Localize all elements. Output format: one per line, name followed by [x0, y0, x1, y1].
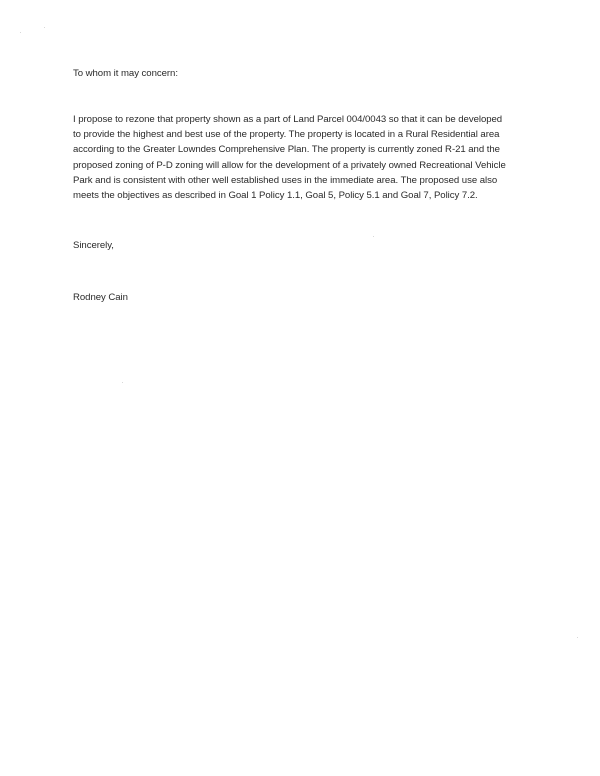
body-line: to provide the highest and best use of the property. The property is located in a Rural Residential area — [73, 129, 500, 141]
body-line: I propose to rezone that property shown as a part of Land Parcel 004/0043 so that it can be developed — [73, 114, 503, 125]
body-line: according to the Greater Lowndes Comprehensive Plan. The property is currently zoned R-21 and the — [73, 144, 500, 156]
scan-speck — [44, 27, 45, 28]
salutation: To whom it may concern: — [73, 68, 178, 79]
closing: Sincerely, — [73, 240, 114, 251]
scan-speck — [373, 236, 374, 237]
signature-name: Rodney Cain — [73, 292, 128, 303]
scan-speck — [20, 32, 21, 33]
body-line: Park and is consistent with other well established uses in the immediate area. The proposed use also — [73, 174, 498, 186]
scan-speck — [577, 637, 578, 638]
scan-speck — [122, 382, 123, 383]
letter-body — [73, 112, 506, 203]
body-line: proposed zoning of P-D zoning will allow for the development of a privately owned Recreational Vehicle — [73, 159, 506, 171]
body-line: meets the objectives as described in Goal 1 Policy 1.1, Goal 5, Policy 5.1 and Goal 7, Policy 7.2. — [73, 190, 478, 202]
